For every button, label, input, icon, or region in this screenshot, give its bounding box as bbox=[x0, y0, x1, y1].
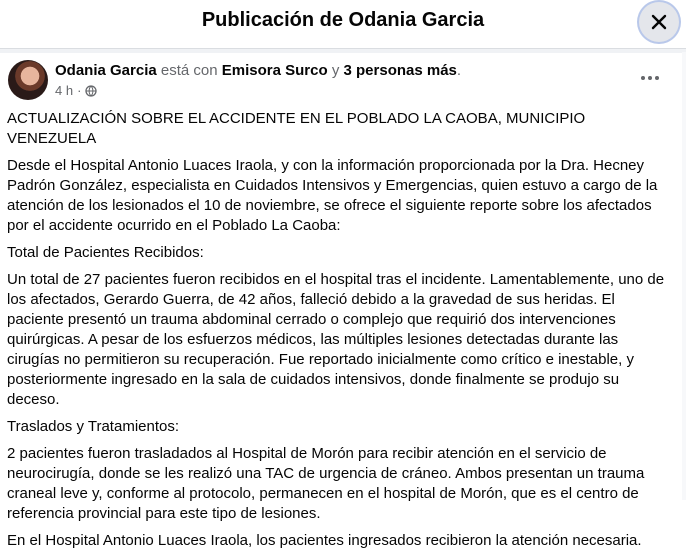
post-paragraph: Desde el Hospital Antonio Luaces Iraola, y con la información proporcionada por la Dra. Hecney Padrón González, especialista en Cuidados Intensivos y Emergencias, quien estuvo a cargo de la atención de los lesionados el 10 de noviembre, se ofrece el siguiente reporte sobre los afectados por el accidente ocurrido en el Poblado La Caoba: bbox=[7, 157, 658, 234]
author-name-link[interactable]: Odania Garcia bbox=[55, 62, 157, 79]
more-horizontal-icon bbox=[641, 76, 645, 80]
connector-text: está con bbox=[160, 62, 218, 79]
post-paragraph: En el Hospital Antonio Luaces Iraola, los pacientes ingresados recibieron la atención necesaria. bbox=[7, 532, 642, 549]
post-subheading: Total de Pacientes Recibidos: bbox=[7, 244, 204, 261]
post-headline: ACTUALIZACIÓN SOBRE EL ACCIDENTE EN EL POBLADO LA CAOBA, MUNICIPIO VENEZUELA bbox=[7, 110, 586, 147]
post-time-link[interactable]: 4 h bbox=[55, 83, 74, 98]
close-icon bbox=[651, 14, 667, 30]
more-horizontal-icon bbox=[655, 76, 659, 80]
post-paragraph: Un total de 27 pacientes fueron recibidos en el hospital tras el incidente. Lamentablemente, uno de los afectados, Gerardo Guerra, de 42 años, falleció debido a la gravedad de sus heridas. El paciente presentó un trauma abdominal cerrado o complejo que requirió dos intervenciones quirúrgicas. A pesar de los esfuerzos médicos, las múltiples lesiones detectadas durante las cirugías no permitieron su recuperación. Fue reportado inicialmente como crítico e inestable, y posteriormente ingresado en la sala de cuidados intensivos, donde finalmente se produjo su deceso. bbox=[7, 271, 665, 408]
more-horizontal-icon bbox=[648, 76, 652, 80]
header-divider bbox=[0, 49, 686, 53]
dialog-title: Publicación de Odania Garcia bbox=[201, 9, 485, 31]
author-avatar[interactable] bbox=[8, 60, 48, 100]
post-meta bbox=[55, 83, 97, 98]
meta-separator: · bbox=[77, 83, 82, 98]
tagged-page-link[interactable]: Emisora Surco bbox=[221, 62, 328, 79]
scrollbar-track[interactable] bbox=[682, 52, 686, 500]
others-link[interactable]: 3 personas más bbox=[343, 62, 457, 79]
period-text: . bbox=[456, 62, 462, 79]
close-button[interactable] bbox=[639, 2, 679, 42]
dialog-header bbox=[0, 0, 686, 49]
post-subheading: Traslados y Tratamientos: bbox=[7, 418, 180, 435]
globe-icon[interactable] bbox=[85, 85, 97, 97]
post-paragraph: 2 pacientes fueron trasladados al Hospital de Morón para recibir atención en el servicio de neurocirugía, donde se les realizó una TAC de urgencia de cráneo. Ambos presentan un trauma craneal leve y, conforme al protocolo, permanecen en el hospital de Morón, que es el centro de referencia provincial para este tipo de lesiones. bbox=[7, 445, 645, 522]
post-options-button[interactable] bbox=[635, 66, 665, 90]
post-body bbox=[7, 109, 667, 558]
and-text: y bbox=[331, 62, 340, 79]
post-author-line bbox=[55, 62, 461, 79]
